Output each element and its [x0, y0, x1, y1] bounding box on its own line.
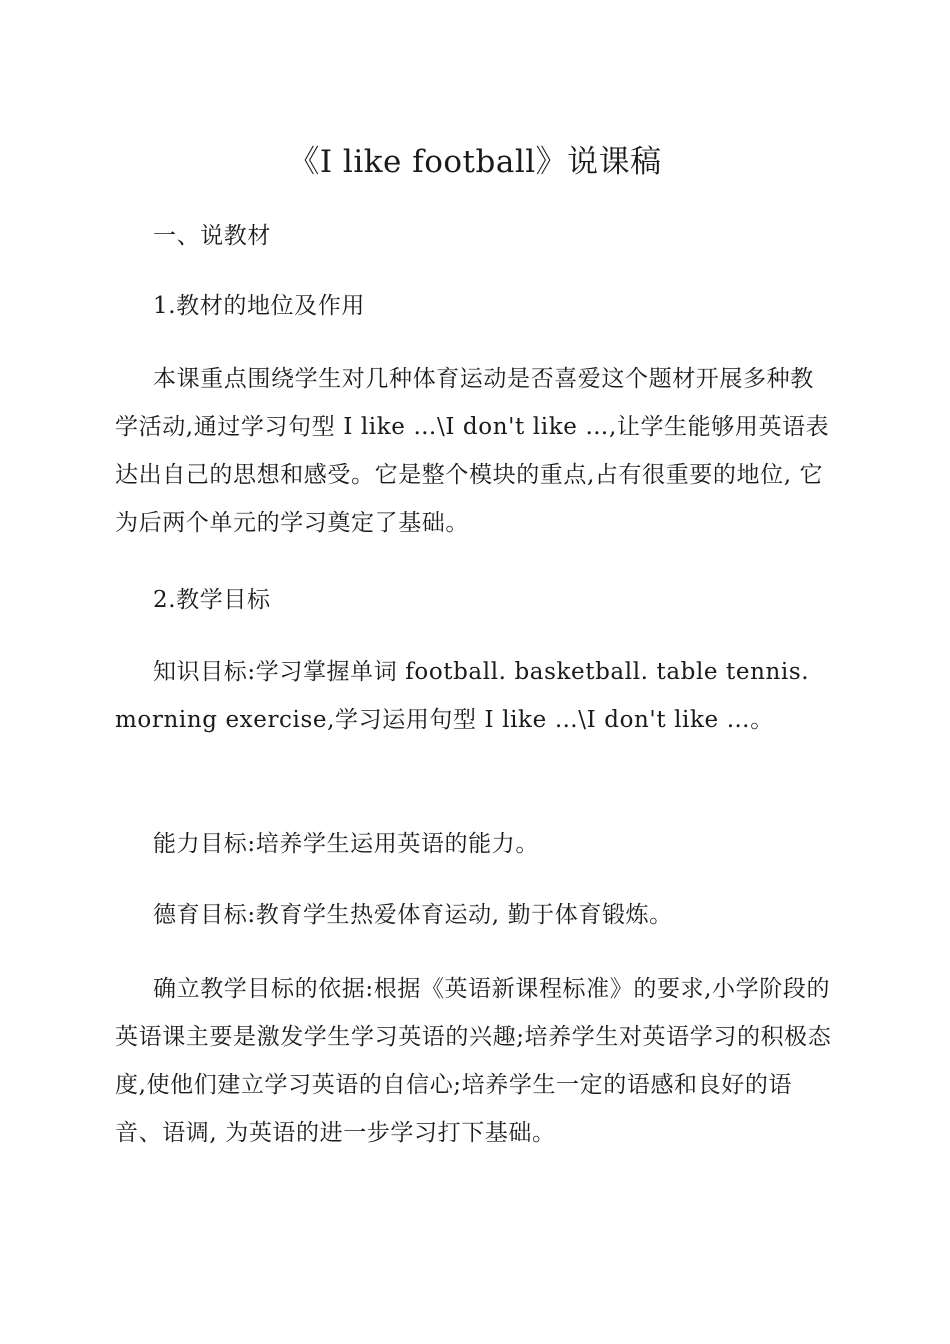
paragraph-knowledge-goal: 知识目标:学习掌握单词 football. basketball. table tennis. morning exercise,学习运用句型 I like …\I don't like …。: [115, 659, 810, 733]
paragraph-goal-basis: 确立教学目标的依据:根据《英语新课程标准》的要求,小学阶段的英语课主要是激发学生学习英语的兴趣;培养学生对英语学习的积极态度,使他们建立学习英语的自信心;培养学生一定的语感和良好的语音、语调, 为英语的进一步学习打下基础。: [115, 976, 832, 1146]
paragraph-position-role: 本课重点围绕学生对几种体育运动是否喜爱这个题材开展多种教学活动,通过学习句型 I like …\I don't like …,让学生能够用英语表达出自己的思想和感受。它是整个模块的重点,占有很重要的地位, 它为后两个单元的学习奠定了基础。: [115, 366, 830, 536]
subheading-teaching-goals: 2.教学目标: [153, 587, 271, 613]
page-title: 《I like football》说课稿: [288, 144, 662, 180]
section-heading-textbook: 一、说教材: [153, 223, 271, 249]
subheading-position-role: 1.教材的地位及作用: [153, 293, 365, 319]
paragraph-moral-goal: 德育目标:教育学生热爱体育运动, 勤于体育锻炼。: [153, 902, 673, 928]
paragraph-ability-goal: 能力目标:培养学生运用英语的能力。: [153, 831, 539, 857]
